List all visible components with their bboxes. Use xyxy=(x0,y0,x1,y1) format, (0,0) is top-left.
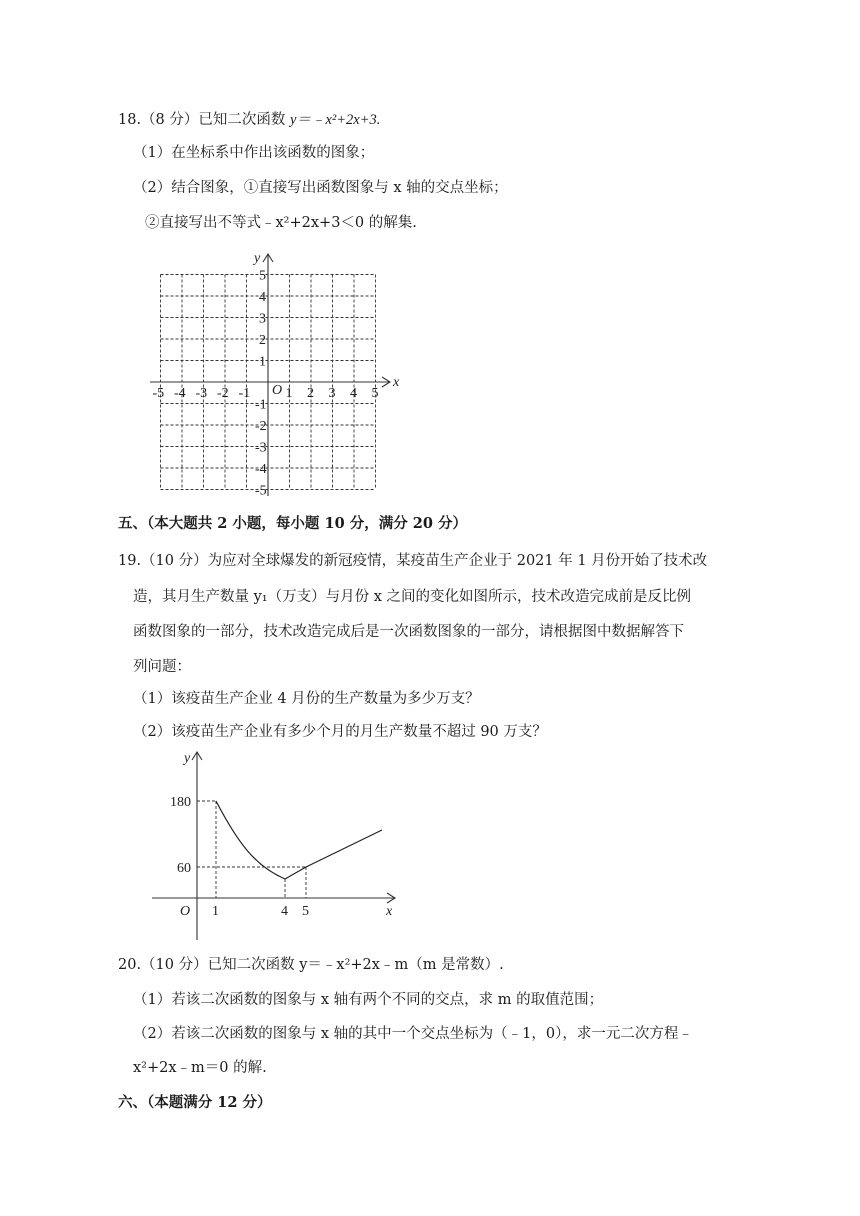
y-tick-label: -2 xyxy=(255,419,267,434)
y-tick-label: 4 xyxy=(259,290,266,305)
q18-title xyxy=(118,110,380,130)
q18-part2a: （2）结合图象，①直接写出函数图象与 x 轴的交点坐标； xyxy=(133,180,508,196)
x-tick-label: 3 xyxy=(328,386,336,401)
q20-line1: 20.（10 分）已知二次函数 y＝﹣x²+2x﹣m（m 是常数）. xyxy=(118,957,504,973)
q20-part1: （1）若该二次函数的图象与 x 轴有两个不同的交点，求 m 的取值范围； xyxy=(133,992,604,1008)
y-tick-label: -3 xyxy=(255,440,267,456)
origin-label: O xyxy=(180,904,191,919)
q18-coordinate-grid xyxy=(150,248,410,498)
x-tick-label: 5 xyxy=(371,386,379,401)
x-tick-5: 5 xyxy=(302,904,309,919)
x-tick-1: 1 xyxy=(212,904,219,919)
x-tick-label: -3 xyxy=(195,386,208,401)
y-tick-label: 1 xyxy=(259,354,266,370)
y-tick-label: -4 xyxy=(255,462,267,477)
x-tick-label: -5 xyxy=(152,386,165,401)
x-axis-label: x xyxy=(386,904,393,919)
q19-part1: （1）该疫苗生产企业 4 月份的生产数量为多少万支？ xyxy=(133,691,480,707)
q19-line4: 列问题： xyxy=(133,659,191,675)
origin-label: O xyxy=(272,383,283,398)
section6-heading: 六、（本题满分 12 分） xyxy=(118,1094,272,1111)
x-tick-label: -2 xyxy=(217,386,229,401)
q18-title-prefix: 18.（8 分）已知二次函数 xyxy=(118,112,291,128)
q18-part1: （1）在坐标系中作出该函数的图象； xyxy=(133,145,375,161)
y-tick-label: -1 xyxy=(255,397,267,413)
y-axis-label: y xyxy=(184,751,191,766)
q19-part2: （2）该疫苗生产企业有多少个月的月生产数量不超过 90 万支？ xyxy=(133,724,547,740)
y-tick-label: 5 xyxy=(259,268,266,284)
x-tick-label: -1 xyxy=(238,386,251,401)
q18-formula: y＝﹣x²+2x+3. xyxy=(290,112,381,128)
y-tick-label: -5 xyxy=(255,483,267,499)
q20-part2b: x²+2x﹣m＝0 的解. xyxy=(133,1060,267,1076)
section5-heading: 五、（本大题共 2 小题，每小题 10 分，满分 20 分） xyxy=(118,515,467,532)
q18-part2b: ②直接写出不等式﹣x²+2x+3＜0 的解集. xyxy=(145,215,417,231)
x-tick-label: 4 xyxy=(350,386,357,401)
q19-production-graph xyxy=(150,748,410,943)
linear-segment xyxy=(285,830,382,879)
x-tick-label: 2 xyxy=(307,386,314,401)
y-tick-label: 2 xyxy=(259,333,266,348)
x-axis-label: x xyxy=(393,375,400,390)
y-tick-180: 180 xyxy=(170,795,191,810)
x-tick-label: 1 xyxy=(285,386,293,401)
q19-line3: 函数图象的一部分，技术改造完成后是一次函数图象的一部分，请根据图中数据解答下 xyxy=(133,624,684,640)
q19-line2: 造，其月生产数量 y₁（万支）与月份 x 之间的变化如图所示，技术改造完成前是反比例 xyxy=(133,589,692,605)
x-tick-label: -4 xyxy=(174,386,186,401)
y-axis-label: y xyxy=(254,251,261,266)
y-tick-label: 3 xyxy=(259,311,266,327)
x-tick-4: 4 xyxy=(281,904,288,919)
q19-line1: 19.（10 分）为应对全球爆发的新冠疫情，某疫苗生产企业于 2021 年 1 月份开始了技术改 xyxy=(118,553,708,569)
y-tick-60: 60 xyxy=(177,861,191,876)
q20-part2a: （2）若该二次函数的图象与 x 轴的其中一个交点坐标为（﹣1，0），求一元二次方程﹣ xyxy=(133,1026,693,1042)
